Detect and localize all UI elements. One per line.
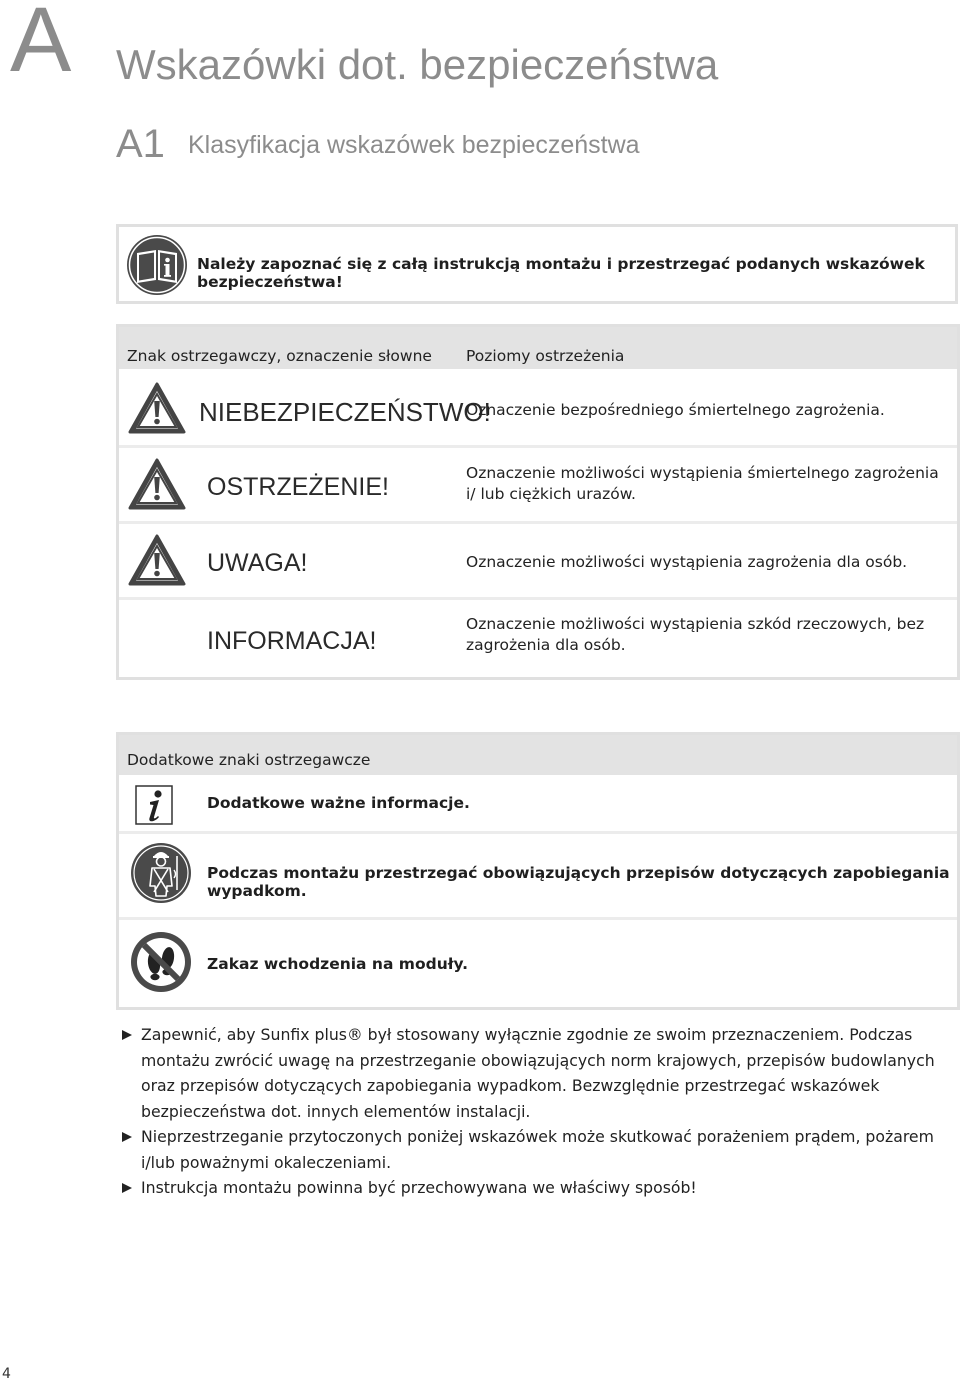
extra-row-no-step	[119, 917, 957, 1007]
extra-row-safety	[119, 831, 957, 920]
signal-word: OSTRZEŻENIE!	[207, 473, 389, 501]
list-item: Instrukcja montażu powinna być przechowywana we właściwy sposób!	[120, 1175, 950, 1201]
extra-sign-text: Dodatkowe ważne informacje.	[207, 794, 470, 812]
additional-signs-table	[116, 732, 960, 1010]
warning-triangle-icon	[127, 457, 187, 511]
read-manual-notice	[116, 224, 958, 304]
bullet-arrow-icon	[122, 1132, 132, 1142]
extra-row-info	[119, 775, 957, 834]
warning-levels-table	[116, 324, 960, 680]
chapter-title: Wskazówki dot. bezpieczeństwa	[116, 41, 719, 88]
signal-word: NIEBEZPIECZEŃSTWO!	[199, 397, 491, 427]
warning-triangle-icon	[127, 381, 187, 435]
level-row-information	[119, 597, 957, 677]
bullet-arrow-icon	[122, 1183, 132, 1193]
instructions-list	[120, 1022, 950, 1201]
warning-triangle-icon	[127, 533, 187, 587]
signal-word: INFORMACJA!	[207, 627, 377, 655]
signal-word: UWAGA!	[207, 549, 308, 577]
level-description: Oznaczenie możliwości wystąpienia szkód rzeczowych, bez zagrożenia dla osób.	[466, 615, 925, 654]
additional-signs-title: Dodatkowe znaki ostrzegawcze	[127, 751, 371, 769]
list-item: Zapewnić, aby Sunfix plus® był stosowany wyłącznie zgodnie ze swoim przeznaczeniem. Podczas montażu zwrócić uwagę na przestrzeganie obowiązujących norm krajowych, przepisów budowlanych oraz przepisów dotyczących zapobiegania wypadkom. Bezwzględnie przestrzegać wskazówek bezpieczeństwa dot. innych elementów instalacji.	[120, 1022, 950, 1124]
list-item: Nieprzestrzeganie przytoczonych poniżej wskazówek może skutkować porażeniem prądem, pożarem i/lub poważnymi okaleczeniami.	[120, 1124, 950, 1175]
page-number: 4	[2, 1366, 11, 1382]
section-number: A1	[116, 122, 165, 166]
header-signal-word: Znak ostrzegawczy, oznaczenie słowne	[127, 347, 432, 365]
level-row-warning	[119, 445, 957, 524]
manual-info-icon	[125, 233, 189, 297]
level-description: Oznaczenie możliwości wystąpienia zagrożenia dla osób.	[466, 553, 908, 571]
table-header	[119, 735, 957, 775]
extra-sign-text: Zakaz wchodzenia na moduły.	[207, 955, 469, 973]
level-description: Oznaczenie bezpośredniego śmiertelnego zagrożenia.	[466, 401, 885, 419]
level-row-caution	[119, 521, 957, 600]
safety-harness-icon	[130, 842, 192, 904]
chapter-letter: A	[10, 0, 72, 91]
no-stepping-icon	[130, 931, 192, 993]
level-description: Oznaczenie możliwości wystąpienia śmiertelnego zagrożenia i/ lub ciężkich urazów.	[466, 464, 939, 503]
section-title: Klasyfikacja wskazówek bezpieczeństwa	[188, 131, 640, 159]
header-warning-levels: Poziomy ostrzeżenia	[466, 347, 625, 365]
extra-sign-text: Podczas montażu przestrzegać obowiązujących przepisów dotyczących zapobiegania wypadkom.	[207, 864, 950, 900]
level-row-danger	[119, 369, 957, 448]
info-i-icon	[135, 785, 173, 825]
bullet-arrow-icon	[122, 1030, 132, 1040]
table-header	[119, 327, 957, 369]
notice-text: Należy zapoznać się z całą instrukcją montażu i przestrzegać podanych wskazówek bezpieczeństwa!	[197, 255, 925, 291]
